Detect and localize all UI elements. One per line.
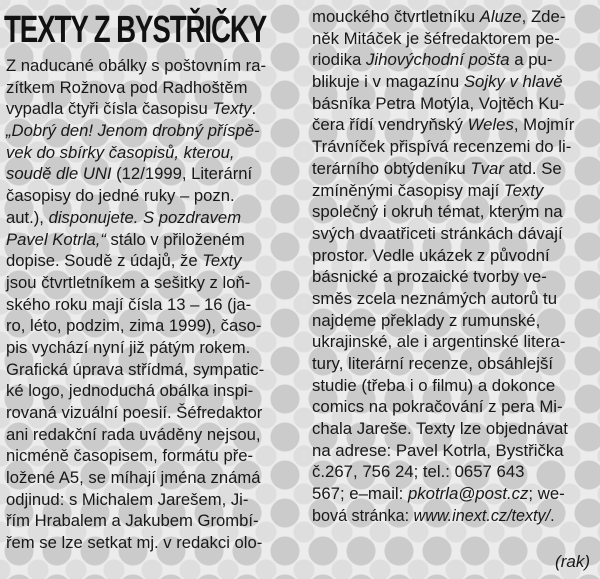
article-line: ukrajinské, ale i argentinské litera- bbox=[312, 332, 566, 352]
article-line: ani redakční rada uváděny nejsou, bbox=[6, 424, 261, 444]
article-line: chala Jareše. Texty lze objednávat bbox=[312, 419, 568, 439]
article-line: dopise. Soudě z údajů, že Texty bbox=[6, 251, 242, 271]
article-line: bová stránka: www.inext.cz/texty/. bbox=[312, 505, 555, 525]
article-line: rovaná vizuální poesií. Šéfredaktor bbox=[6, 403, 263, 422]
article-line: prostor. Vedle ukázek z původní bbox=[312, 245, 550, 265]
article-line: terárního obtýdeníku Tvar atd. Se bbox=[312, 158, 562, 178]
article-line: blikuje i v magazínu Sojky v hlavě bbox=[312, 72, 563, 92]
article-line: ského roku mají čísla 13 – 16 (ja- bbox=[6, 294, 252, 314]
article-line: čera řídí vendryňský Weles, Mojmír bbox=[312, 115, 575, 135]
article-line: jsou čtvrtletníkem a sešitky z loň- bbox=[6, 272, 251, 292]
article-line: řem se lze setkat mj. v redakci olo- bbox=[6, 533, 263, 553]
article-line: básníka Petra Motýla, Vojtěch Ku- bbox=[312, 93, 565, 113]
article-line: nicméně časopisem, formátu pře- bbox=[6, 446, 254, 466]
article-line: Trávníček přispívá recenzemi do li- bbox=[312, 137, 572, 157]
article-line: pis vychází nyní již pátým rokem. bbox=[6, 337, 251, 357]
article-line: svých dvaatřiceti stránkách dávají bbox=[312, 223, 563, 243]
author-signature: (rak) bbox=[555, 552, 590, 571]
article-line: tury, literární recenze, obsáhlejší bbox=[312, 354, 553, 373]
article-line: Pavel Kotrla,“ stálo v přiloženém bbox=[6, 229, 245, 249]
article-line: vypadla čtyři čísla časopisu Texty. bbox=[6, 99, 257, 119]
article-column-left bbox=[6, 55, 296, 554]
article-line: č.267, 756 24; tel.: 0657 643 bbox=[312, 462, 525, 482]
article-line: řím Hrabalem a Jakubem Grombí- bbox=[6, 511, 259, 531]
article-line: soudě dle UNI (12/1999, Literární bbox=[6, 164, 253, 184]
article-line: mouckého čtvrtletníku Aluze, Zde- bbox=[312, 7, 566, 26]
article-line: ložené A5, se míhají jména známá bbox=[6, 468, 261, 488]
article-line: zmíněnými časopisy mají Texty bbox=[312, 180, 544, 200]
article-line: comics na pokračování z pera Mi- bbox=[312, 397, 563, 417]
article-line: zítkem Rožnova pod Radhoštěm bbox=[6, 77, 248, 97]
article-line: Grafická úprava střídmá, sympatic- bbox=[6, 359, 265, 379]
article-line: „Dobrý den! Jenom drobný příspě- bbox=[6, 121, 260, 141]
article-line: ké logo, jednoduchá obálka inspi- bbox=[6, 381, 254, 401]
article-line: časopisy do jedné ruky – pozn. bbox=[6, 186, 235, 206]
article-line: 567; e–mail: pkotrla@post.cz; we- bbox=[312, 484, 565, 504]
article-line: Z naducané obálky s poštovním ra- bbox=[6, 56, 267, 75]
article-column-right bbox=[312, 6, 598, 527]
article-line: studie (třeba i o filmu) a dokonce bbox=[312, 375, 556, 395]
article-line: vek do sbírky časopisů, kterou, bbox=[6, 142, 235, 162]
article-line: něk Mitáček je šéfredaktorem pe- bbox=[312, 28, 560, 48]
article-line: odjinud: s Michalem Jarešem, Ji- bbox=[6, 489, 249, 509]
article-line: společný i okruh témat, kterým na bbox=[312, 202, 563, 222]
article-line: ro, léto, podzim, zima 1999), časo- bbox=[6, 316, 262, 336]
article-title: TEXTY Z BYSTŘIČKY bbox=[4, 9, 267, 51]
article-line: najdeme překlady z rumunské, bbox=[312, 310, 541, 330]
article-line: směs zcela neznámých autorů tu bbox=[312, 288, 558, 308]
article-line: básnické a prozaické tvorby ve- bbox=[312, 267, 547, 287]
article-line: riodika Jihovýchodní pošta a pu- bbox=[312, 50, 553, 70]
article-line: na adrese: Pavel Kotrla, Bystřička bbox=[312, 440, 564, 460]
article-line: aut.), disponujete. S pozdravem bbox=[6, 207, 242, 227]
